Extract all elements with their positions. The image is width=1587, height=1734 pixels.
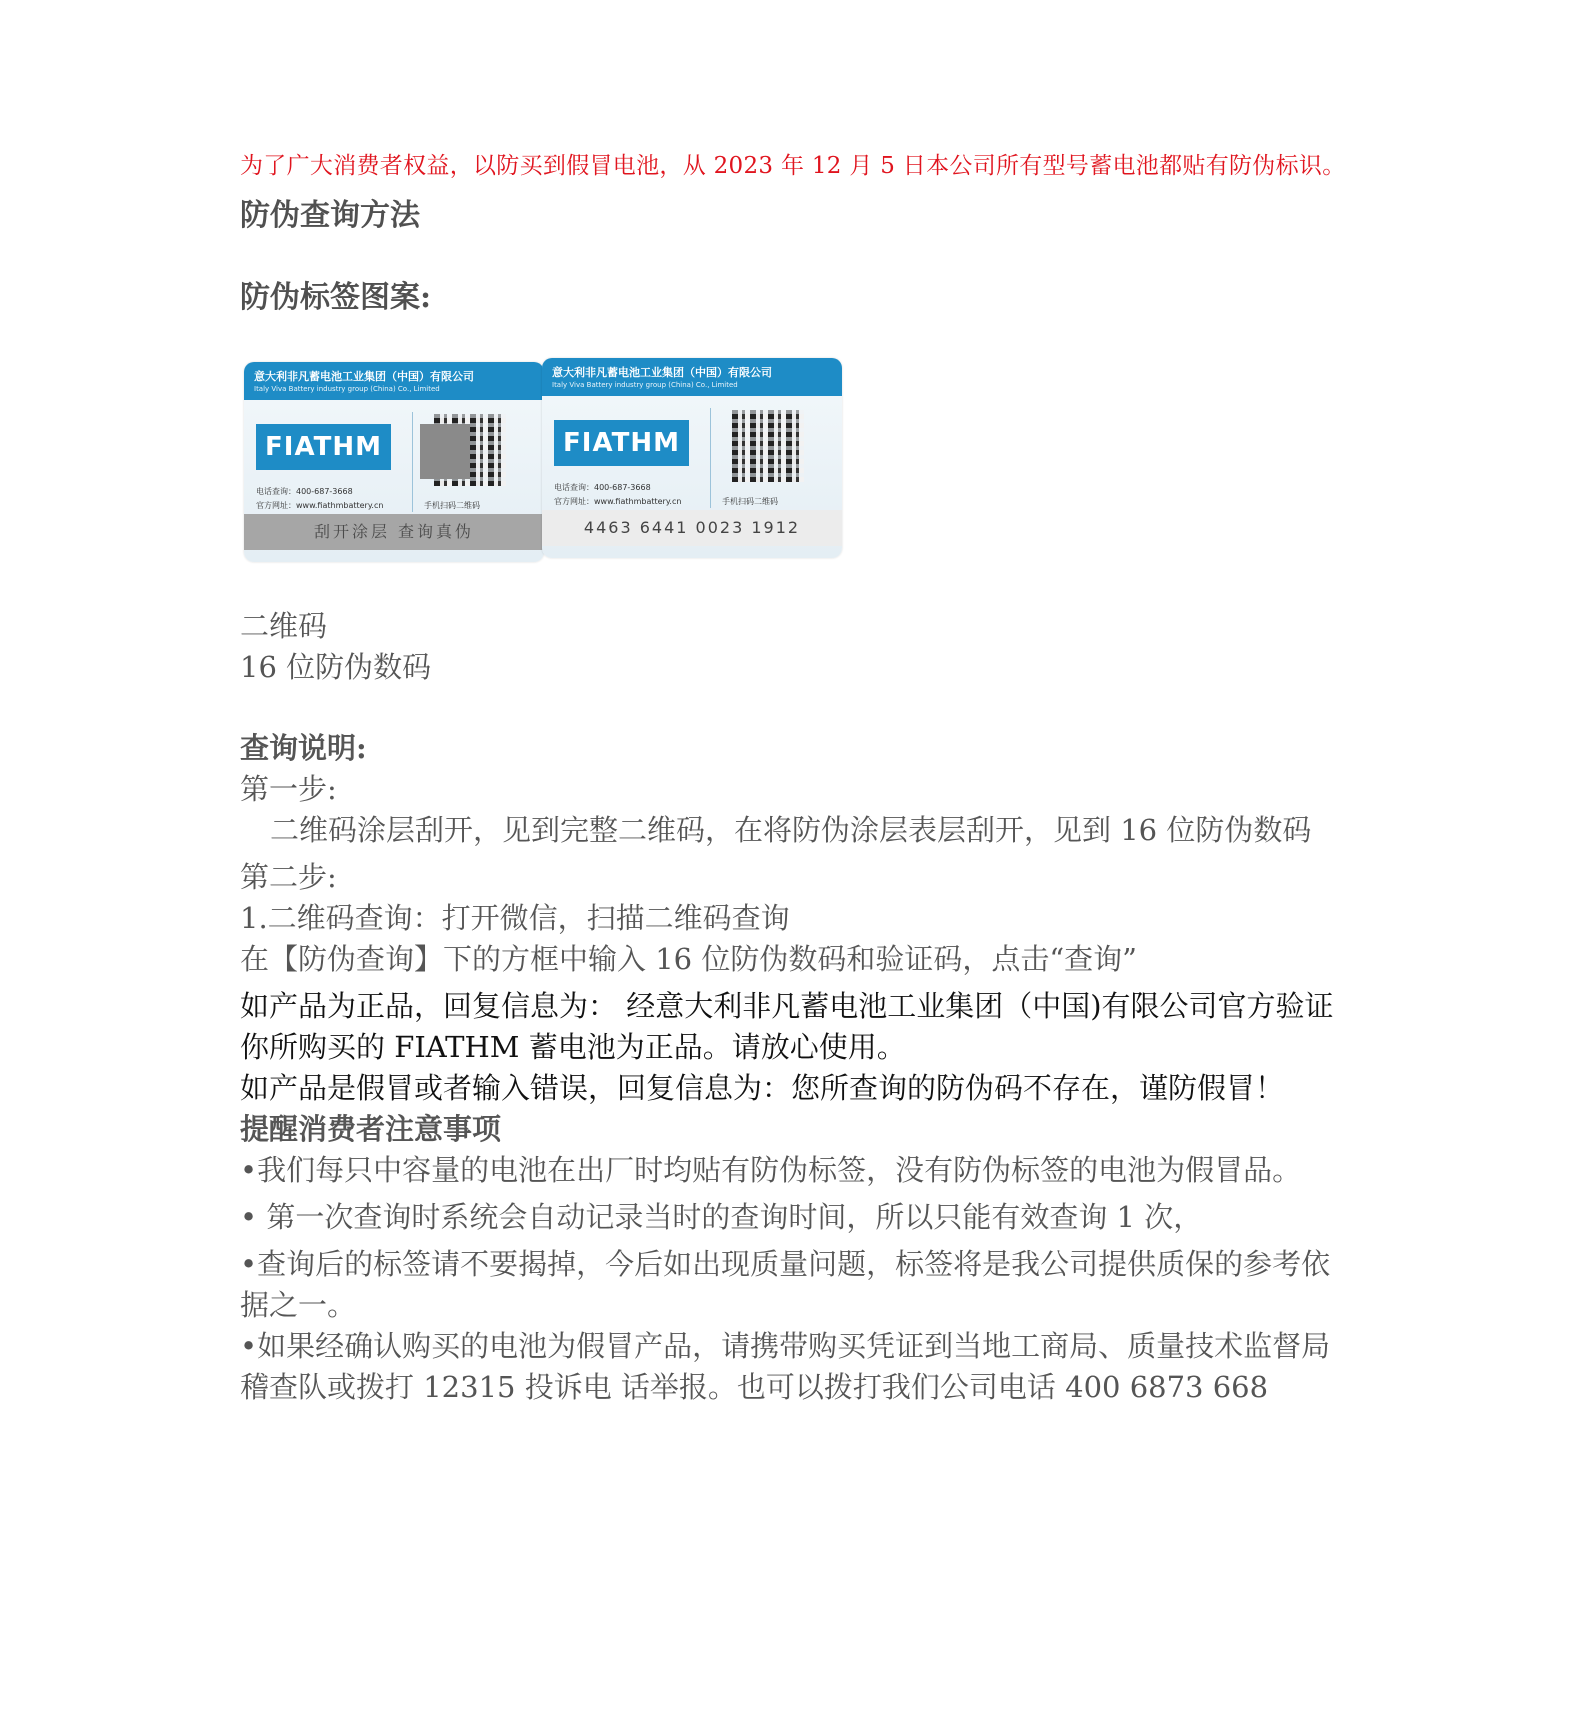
label-scratch-covered	[244, 362, 544, 562]
reply-genuine: 如产品为正品，回复信息为： 经意大利非凡蓄电池工业集团（中国)有限公司官方验证你所购买的 FIATHM 蓄电池为正品。请放心使用。	[240, 989, 1334, 1064]
fiathm-logo: FIATHM	[554, 420, 689, 466]
heading-method: 防伪查询方法	[240, 198, 420, 233]
reminder-heading: 提醒消费者注意事项	[240, 1112, 502, 1146]
label-company-en: Italy Viva Battery industry group (China) Co., Limited	[254, 385, 440, 393]
label-qr-caption: 手机扫码二维码	[424, 501, 480, 510]
label-company-en: Italy Viva Battery industry group (China) Co., Limited	[552, 381, 738, 389]
label-scratch-strip: 刮开涂层 查询真伪	[244, 514, 544, 550]
label-qr-caption: 手机扫码二维码	[722, 497, 778, 506]
notice-text: 为了广大消费者权益，以防买到假冒电池，从 2023 年 12 月 5 日本公司所有型号蓄电池都贴有防伪标识。	[240, 153, 1346, 179]
label-website: 官方网址：www.fiathmbattery.cn	[256, 501, 384, 510]
step2-title: 第二步:	[240, 860, 337, 894]
step1-title: 第一步:	[240, 772, 337, 806]
anti-counterfeit-label-image	[240, 358, 840, 558]
label-header	[244, 362, 544, 400]
reply-fake: 如产品是假冒或者输入错误，回复信息为：您所查询的防伪码不存在，谨防假冒！	[240, 1071, 1285, 1105]
step2-line2: 在【防伪查询】下的方框中输入 16 位防伪数码和验证码，点击“查询”	[240, 942, 1137, 976]
label-code-strip: 4463 6441 0023 1912	[542, 510, 842, 546]
label-phone: 电话查询：400-687-3668	[554, 483, 651, 492]
qr-label-text: 二维码	[240, 609, 328, 643]
reminder-item: • 第一次查询时系统会自动记录当时的查询时间，所以只能有效查询 1 次，	[240, 1200, 1203, 1234]
reminder-item: •如果经确认购买的电池为假冒产品，请携带购买凭证到当地工商局、质量技术监督局稽查队或拨打 12315 投诉电 话举报。也可以拨打我们公司电话 400 6873 668	[240, 1329, 1331, 1404]
label-header	[542, 358, 842, 396]
query-heading: 查询说明:	[240, 731, 367, 765]
fiathm-logo: FIATHM	[256, 424, 391, 470]
qr-code-icon	[732, 410, 804, 482]
label-phone: 电话查询：400-687-3668	[256, 487, 353, 496]
label-divider	[710, 408, 711, 508]
heading-label: 防伪标签图案:	[240, 280, 432, 315]
label-website: 官方网址：www.fiathmbattery.cn	[554, 497, 682, 506]
scratch-coating	[420, 424, 470, 479]
label-company-cn: 意大利非凡蓄电池工业集团（中国）有限公司	[254, 370, 474, 383]
document-content	[240, 150, 1350, 1408]
step2-line1: 1.二维码查询：打开微信，扫描二维码查询	[240, 901, 790, 935]
step1-text: 二维码涂层刮开，见到完整二维码，在将防伪涂层表层刮开，见到 16 位防伪数码	[270, 813, 1312, 847]
digits-label-text: 16 位防伪数码	[240, 650, 432, 684]
label-divider	[412, 412, 413, 512]
label-company-cn: 意大利非凡蓄电池工业集团（中国）有限公司	[552, 366, 772, 379]
label-scratch-revealed	[542, 358, 842, 558]
reminder-item: •查询后的标签请不要揭掉，今后如出现质量问题，标签将是我公司提供质保的参考依据之一。	[240, 1247, 1331, 1322]
reminder-item: •我们每只中容量的电池在出厂时均贴有防伪标签，没有防伪标签的电池为假冒品。	[240, 1153, 1302, 1187]
